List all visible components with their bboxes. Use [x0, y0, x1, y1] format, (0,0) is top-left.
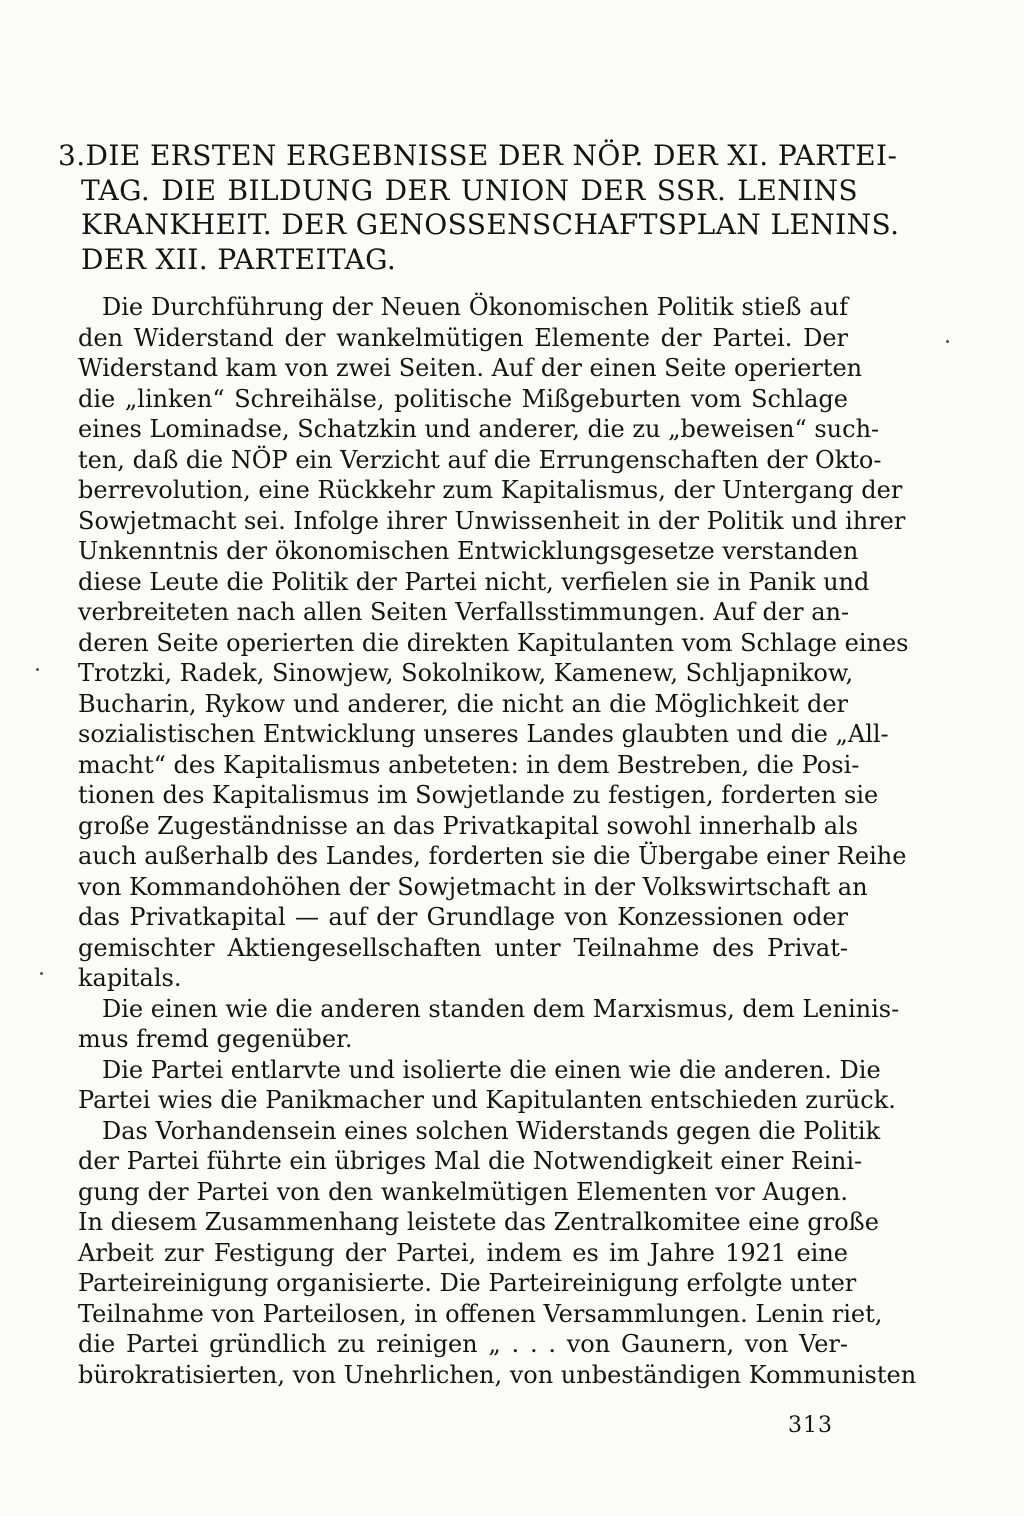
text-line: verbreiteten nach allen Seiten Verfallsstimmungen. Auf der an- — [78, 598, 850, 626]
heading-line-2: TAG. DIE BILDUNG DER UNION DER SSR. LENINS — [81, 173, 858, 207]
page-number: 313 — [788, 1413, 833, 1438]
section-number: 3. — [58, 139, 86, 172]
text-line: Arbeit zur Festigung der Partei, indem es im Jahre 1921 eine — [78, 1238, 848, 1267]
text-line: diese Leute die Politik der Partei nicht, verfielen sie in Panik und — [78, 567, 870, 596]
text-line: Parteireinigung organisierte. Die Parteireinigung erfolgte unter — [78, 1269, 857, 1297]
text-line: Die einen wie die anderen standen dem Marxismus, dem Leninis- — [102, 994, 900, 1023]
text-line: den Widerstand der wankelmütigen Elemente der Partei. Der — [78, 323, 848, 352]
text-line: die Partei gründlich zu reinigen „ . . . von Gaunern, von Ver- — [78, 1330, 848, 1358]
text-line: mus fremd gegenüber. — [78, 1025, 353, 1053]
text-line: gung der Partei von den wankelmütigen Elementen vor Augen. — [78, 1177, 848, 1206]
text-line: Die Partei entlarvte und isolierte die einen wie die anderen. Die — [102, 1055, 881, 1084]
print-speck — [36, 668, 39, 671]
text-line: Widerstand kam von zwei Seiten. Auf der einen Seite operierten — [78, 354, 863, 382]
text-line: Das Vorhandensein eines solchen Widerstands gegen die Politik — [102, 1116, 881, 1145]
text-line: bürokratisierten, von Unehrlichen, von unbeständigen Kommunisten — [78, 1360, 917, 1389]
text-line: Sowjetmacht sei. Infolge ihrer Unwissenheit in der Politik und ihrer — [78, 506, 906, 535]
text-line: auch außerhalb des Landes, forderten sie die Übergabe einer Reihe — [78, 842, 907, 870]
heading-line-3: KRANKHEIT. DER GENOSSENSCHAFTSPLAN LENINS. — [81, 208, 900, 241]
body-text — [78, 292, 917, 1390]
text-line: Teilnahme von Parteilosen, in offenen Versammlungen. Lenin riet, — [78, 1299, 883, 1328]
text-line: die „linken“ Schreihälse, politische Mißgeburten vom Schlage — [78, 384, 848, 413]
text-line: der Partei führte ein übriges Mal die Notwendigkeit einer Reini- — [78, 1147, 863, 1175]
text-line: eines Lominadse, Schatzkin und anderer, die zu „beweisen“ such- — [78, 415, 880, 443]
text-line: von Kommandohöhen der Sowjetmacht in der Volkswirtschaft an — [78, 872, 868, 901]
heading-line-4: DER XII. PARTEITAG. — [81, 242, 397, 276]
text-line: Partei wies die Panikmacher und Kapitulanten entschieden zurück. — [78, 1086, 896, 1114]
text-line: sozialistischen Entwicklung unseres Landes glaubten und die „All- — [78, 720, 889, 748]
text-line: macht“ des Kapitalismus anbeteten: in dem Bestreben, die Posi- — [78, 750, 860, 779]
text-line: In diesem Zusammenhang leistete das Zentralkomitee eine große — [78, 1208, 879, 1236]
print-speck — [40, 972, 43, 975]
text-line: gemischter Aktiengesellschaften unter Teilnahme des Privat- — [78, 933, 848, 962]
text-line: ten, daß die NÖP ein Verzicht auf die Errungenschaften der Okto- — [78, 445, 882, 474]
section-heading — [58, 139, 900, 277]
text-line: berrevolution, eine Rückkehr zum Kapitalismus, der Untergang der — [78, 476, 903, 504]
text-line: Bucharin, Rykow und anderer, die nicht an die Möglichkeit der — [78, 689, 848, 718]
text-line: große Zugeständnisse an das Privatkapital sowohl innerhalb als — [78, 811, 859, 840]
heading-line-1: 3.DIE ERSTEN ERGEBNISSE DER NÖP. DER XI. PARTEI- — [58, 139, 898, 172]
text-line: tionen des Kapitalismus im Sowjetlande zu festigen, forderten sie — [78, 781, 879, 809]
print-speck — [946, 340, 949, 343]
text-line: Unkenntnis der ökonomischen Entwicklungsgesetze verstanden — [78, 537, 859, 565]
text-line: Die Durchführung der Neuen Ökonomischen Politik stieß auf — [102, 293, 848, 321]
text-line: Trotzki, Radek, Sinowjew, Sokolnikow, Kamenew, Schljapnikow, — [78, 659, 854, 687]
text-line: kapitals. — [78, 964, 182, 992]
text-line: deren Seite operierten die direkten Kapitulanten vom Schlage eines — [78, 628, 909, 657]
text-line: das Privatkapital — auf der Grundlage von Konzessionen oder — [78, 903, 848, 931]
